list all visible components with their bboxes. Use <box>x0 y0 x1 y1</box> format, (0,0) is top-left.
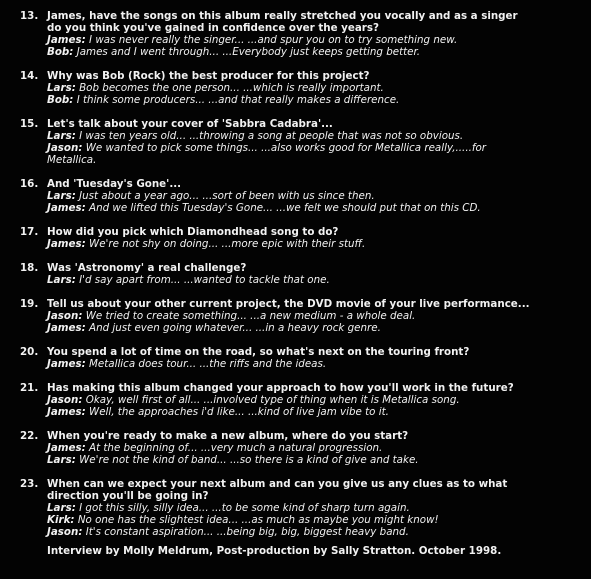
answer-line <box>47 442 583 454</box>
answer-text: Okay, well first of all... ...involved type of thing when it is Metallica song. <box>82 394 460 406</box>
answer-speaker: Jason: <box>47 526 83 538</box>
answer-line <box>47 46 583 58</box>
answer-text: Bob becomes the one person... ...which is really important. <box>75 82 384 94</box>
answer-text: I'd say apart from... ...wanted to tackle that one. <box>75 274 330 286</box>
answer-line <box>47 202 583 214</box>
question-text: James, have the songs on this album really stretched you vocally and as a singer do you think you've gained in confidence over the years? <box>47 10 518 34</box>
answer-line <box>47 34 583 46</box>
answer-line <box>47 310 583 322</box>
answer-text: I got this silly, silly idea... ...to be some kind of sharp turn again. <box>75 502 410 514</box>
question-text: You spend a lot of time on the road, so what's next on the touring front? <box>47 346 470 358</box>
answer-speaker: James: <box>47 238 86 250</box>
answer-text: Metallica does tour... ...the riffs and the ideas. <box>85 358 327 370</box>
question-text: Let's talk about your cover of 'Sabbra Cadabra'... <box>47 118 333 130</box>
answer-line <box>47 130 583 142</box>
question-text: Was 'Astronomy' a real challenge? <box>47 262 247 274</box>
answer-line <box>47 526 583 538</box>
question-number: 19. <box>20 298 39 310</box>
answer-speaker: Lars: <box>47 130 76 142</box>
question-text: Tell us about your other current project, the DVD movie of your live performance... <box>47 298 530 310</box>
question-text: Why was Bob (Rock) the best producer for this project? <box>47 70 370 82</box>
answer-speaker: James: <box>47 406 86 418</box>
interview-credit: Interview by Molly Meldrum, Post-production by Sally Stratton. October 1998. <box>47 545 502 557</box>
answer-line <box>47 142 583 166</box>
answer-text: It's constant aspiration... ...being big, big, biggest heavy band. <box>82 526 409 538</box>
answer-line <box>47 322 583 334</box>
answer-text: We tried to create something... ...a new medium - a whole deal. <box>82 310 416 322</box>
question-text: How did you pick which Diamondhead song to do? <box>47 226 339 238</box>
question-number: 16. <box>20 178 39 190</box>
answer-text: James and I went through... ...Everybody just keeps getting better. <box>73 46 421 58</box>
answer-speaker: Jason: <box>47 310 83 322</box>
answer-speaker: Kirk: <box>47 514 75 526</box>
answer-line <box>47 454 583 466</box>
question-number: 13. <box>20 10 39 22</box>
answer-speaker: Jason: <box>47 394 83 406</box>
answer-line <box>47 82 583 94</box>
answer-line <box>47 94 583 106</box>
answer-line <box>47 238 583 250</box>
question-text: Has making this album changed your approach to how you'll work in the future? <box>47 382 514 394</box>
answer-text: I was never really the singer... ...and spur you on to try something new. <box>85 34 458 46</box>
answer-line <box>47 394 583 406</box>
answer-line <box>47 502 583 514</box>
answer-text: No one has the slightest idea... ...as much as maybe you might know! <box>74 514 439 526</box>
interview-item <box>18 10 583 58</box>
answer-speaker: James: <box>47 202 86 214</box>
answer-text: And just even going whatever... ...in a heavy rock genre. <box>85 322 381 334</box>
question-number: 15. <box>20 118 39 130</box>
question-text: And 'Tuesday's Gone'... <box>47 178 182 190</box>
answer-speaker: Bob: <box>47 94 74 106</box>
answer-speaker: Jason: <box>47 142 83 154</box>
question-number: 14. <box>20 70 39 82</box>
answer-text: Just about a year ago... ...sort of been with us since then. <box>75 190 375 202</box>
answer-speaker: Bob: <box>47 46 74 58</box>
interview-item <box>18 118 583 166</box>
answer-speaker: James: <box>47 358 86 370</box>
answer-speaker: Lars: <box>47 82 76 94</box>
question-text: When you're ready to make a new album, where do you start? <box>47 430 409 442</box>
interview-item <box>18 346 583 370</box>
answer-text: I was ten years old... ...throwing a song at people that was not so obvious. <box>75 130 464 142</box>
interview-item <box>18 262 583 286</box>
interview-item <box>18 226 583 250</box>
question-number: 18. <box>20 262 39 274</box>
answer-speaker: James: <box>47 34 86 46</box>
answer-speaker: Lars: <box>47 274 76 286</box>
answer-text: We wanted to pick some things... ...also works good for Metallica really,.....for Metallica. <box>47 142 487 166</box>
question-number: 21. <box>20 382 39 394</box>
interview-item <box>18 178 583 214</box>
answer-text: We're not shy on doing... ...more epic with their stuff. <box>85 238 366 250</box>
answer-line <box>47 406 583 418</box>
answer-line <box>47 190 583 202</box>
answer-text: We're not the kind of band... ...so there is a kind of give and take. <box>75 454 419 466</box>
interview-item <box>18 382 583 418</box>
interview-item <box>18 298 583 334</box>
question-number: 17. <box>20 226 39 238</box>
answer-line <box>47 274 583 286</box>
answer-text: At the beginning of... ...very much a natural progression. <box>85 442 383 454</box>
answer-speaker: Lars: <box>47 454 76 466</box>
answer-line <box>47 514 583 526</box>
answer-speaker: James: <box>47 322 86 334</box>
question-text: When can we expect your next album and can you give us any clues as to what direction you'll be going in? <box>47 478 508 502</box>
answer-speaker: Lars: <box>47 190 76 202</box>
interview-item <box>18 430 583 466</box>
answer-speaker: James: <box>47 442 86 454</box>
answer-text: I think some producers... ...and that really makes a difference. <box>73 94 400 106</box>
answer-line <box>47 358 583 370</box>
answer-text: And we lifted this Tuesday's Gone... ...we felt we should put that on this CD. <box>85 202 481 214</box>
interview-item <box>18 70 583 106</box>
interview-item <box>18 478 583 538</box>
question-number: 23. <box>20 478 39 490</box>
interview-list <box>18 10 583 550</box>
question-number: 20. <box>20 346 39 358</box>
question-number: 22. <box>20 430 39 442</box>
answer-text: Well, the approaches i'd like... ...kind of live jam vibe to it. <box>85 406 389 418</box>
answer-speaker: Lars: <box>47 502 76 514</box>
